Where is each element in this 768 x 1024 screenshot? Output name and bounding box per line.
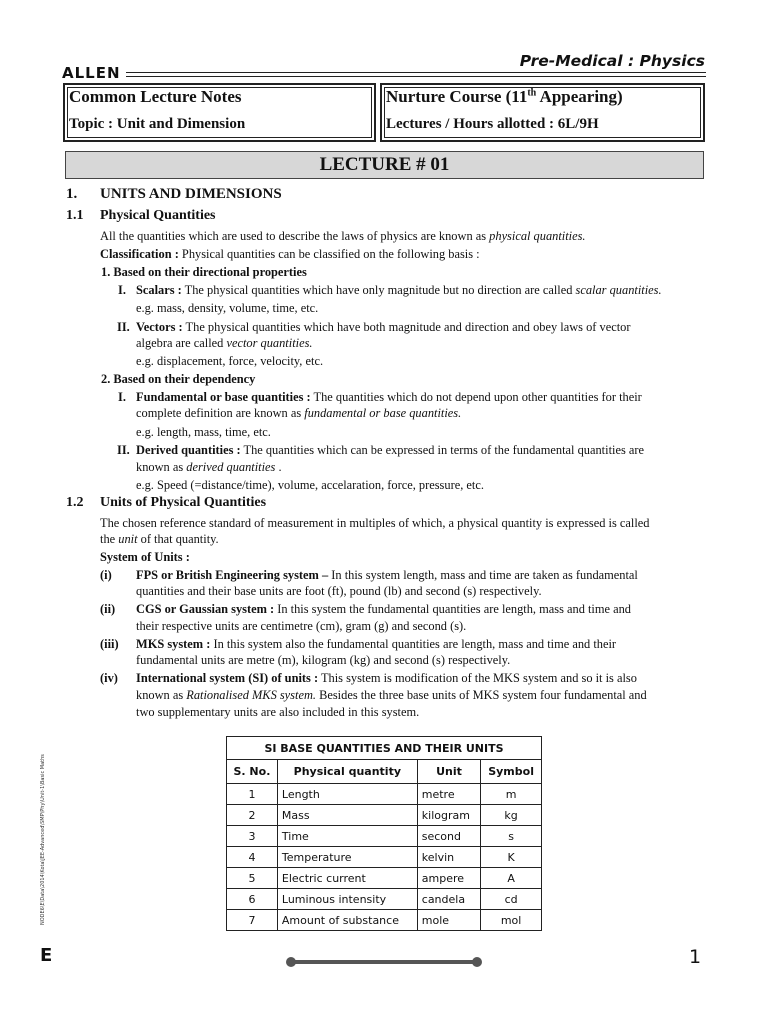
derived-text: Derived quantities : The quantities which can be expressed in terms of the fundamental quantities are: [136, 443, 644, 457]
unit-definition-2: the unit of that quantity.: [100, 532, 219, 546]
nurture-course-title: Nurture Course (11th Appearing): [386, 87, 623, 106]
col-header-sno: S. No.: [227, 760, 278, 784]
col-header-symbol: Symbol: [481, 760, 542, 784]
section-1-1-title: Physical Quantities: [100, 208, 216, 223]
si-text-2: known as Rationalised MKS system. Besides the three base units of MKS system four fundamental and: [136, 688, 647, 702]
si-text-3: two supplementary units are also included in this system.: [136, 705, 420, 719]
section-1-title: UNITS AND DIMENSIONS: [100, 186, 282, 202]
fundamental-example: e.g. length, mass, time, etc.: [136, 425, 271, 439]
derived-example: e.g. Speed (=distance/time), volume, accelaration, force, pressure, etc.: [136, 478, 484, 492]
basis-2-heading: 2. Based on their dependency: [101, 372, 256, 386]
lectures-hours-label: Lectures / Hours allotted : 6L/9H: [386, 116, 599, 132]
si-number: (iv): [100, 671, 118, 685]
derived-number: II.: [117, 443, 130, 457]
fps-text-2: quantities and their base units are foot (ft), pound (lb) and second (s) respectively.: [136, 584, 542, 598]
mks-number: (iii): [100, 637, 119, 651]
mks-text-2: fundamental units are metre (m), kilogram (kg) and second (s) respectively.: [136, 653, 511, 667]
section-1-number: 1.: [66, 186, 78, 202]
fps-text: FPS or British Engineering system – In this system length, mass and time are taken as fundamental: [136, 568, 638, 582]
side-file-path: NODE6\E\Data\2014\Kota\JEE-Advanced\SMP\Phy\Unit-1\Basic Maths: [40, 754, 46, 925]
table-row: 3 Time second s: [227, 826, 542, 847]
fundamental-text-2: complete definition are known as fundamental or base quantities.: [136, 406, 462, 420]
lecture-title: LECTURE # 01: [65, 151, 704, 179]
header-subject-title: Pre-Medical : Physics: [519, 52, 705, 70]
scalars-number: I.: [118, 283, 126, 297]
fps-number: (i): [100, 568, 112, 582]
header-rule: [126, 72, 706, 77]
header-box-right: [380, 83, 705, 142]
basis-1-heading: 1. Based on their directional properties: [101, 265, 307, 279]
vectors-text: Vectors : The physical quantities which have both magnitude and direction and obey laws of vector: [136, 320, 631, 334]
classification-text: Classification : Physical quantities can be classified on the following basis :: [100, 247, 480, 261]
table-row: 6 Luminous intensity candela cd: [227, 889, 542, 910]
mks-text: MKS system : In this system also the fundamental quantities are length, mass and time and their: [136, 637, 617, 651]
intro-text: All the quantities which are used to describe the laws of physics are known as physical quantities.: [100, 229, 586, 243]
cgs-text: CGS or Gaussian system : In this system the fundamental quantities are length, mass and time and: [136, 602, 631, 616]
col-header-quantity: Physical quantity: [277, 760, 417, 784]
table-row: 7 Amount of substance mole mol: [227, 910, 542, 931]
section-1-1-number: 1.1: [66, 208, 84, 223]
unit-definition: The chosen reference standard of measurement in multiples of which, a physical quantity is expressed is called: [100, 516, 650, 530]
si-text: International system (SI) of units : This system is modification of the MKS system and so it is also: [136, 671, 637, 685]
vectors-number: II.: [117, 320, 130, 334]
vectors-example: e.g. displacement, force, velocity, etc.: [136, 354, 324, 368]
cgs-number: (ii): [100, 602, 116, 616]
fundamental-text: Fundamental or base quantities : The quantities which do not depend upon other quantities for their: [136, 390, 642, 404]
footer-dot-right: [472, 957, 482, 967]
col-header-unit: Unit: [417, 760, 480, 784]
page-number: 1: [689, 946, 702, 968]
header-box-left: [63, 83, 376, 142]
footer-bar: [290, 960, 478, 964]
system-of-units-label: System of Units :: [100, 550, 190, 564]
allen-logo: ALLEN: [62, 64, 121, 82]
table-row: 1 Length metre m: [227, 784, 542, 805]
table-row: 4 Temperature kelvin K: [227, 847, 542, 868]
table-row: 2 Mass kilogram kg: [227, 805, 542, 826]
vectors-text-2: algebra are called vector quantities.: [136, 336, 313, 350]
course-notes-title: Common Lecture Notes: [69, 87, 242, 106]
section-1-2-number: 1.2: [66, 495, 84, 510]
scalars-example: e.g. mass, density, volume, time, etc.: [136, 301, 319, 315]
si-base-quantities-table: [226, 736, 542, 931]
topic-label: Topic : Unit and Dimension: [69, 116, 246, 132]
table-row: 5 Electric current ampere A: [227, 868, 542, 889]
section-1-2-title: Units of Physical Quantities: [100, 495, 267, 510]
derived-text-2: known as derived quantities .: [136, 460, 282, 474]
cgs-text-2: their respective units are centimetre (cm), gram (g) and second (s).: [136, 619, 467, 633]
footer-dot-left: [286, 957, 296, 967]
page-letter: E: [40, 945, 53, 966]
table-caption: SI BASE QUANTITIES AND THEIR UNITS: [227, 737, 542, 760]
fundamental-number: I.: [118, 390, 126, 404]
scalars-text: Scalars : The physical quantities which have only magnitude but no direction are called scalar quantities.: [136, 283, 662, 297]
